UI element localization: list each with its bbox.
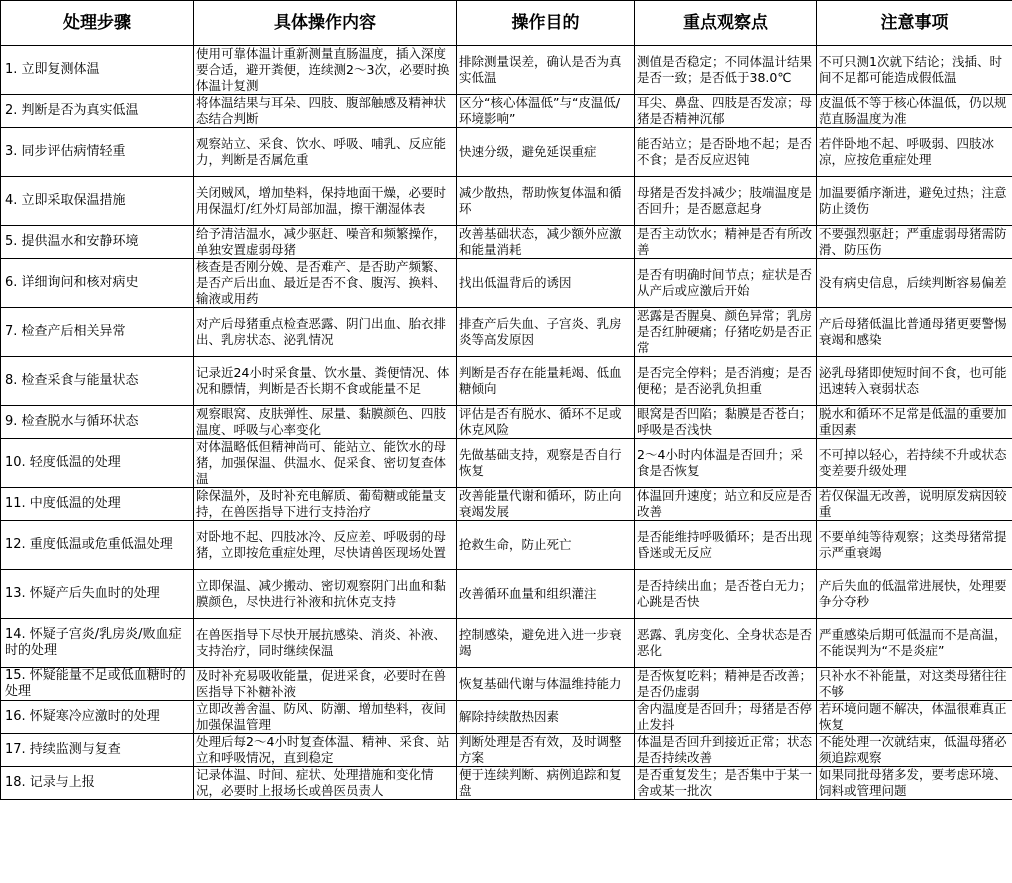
operation-cell: 立即保温、减少搬动、密切观察阴门出血和黏膜颜色，尽快进行补液和抗休克支持 [194, 570, 457, 619]
step-cell: 17. 持续监测与复查 [1, 734, 194, 767]
observation-cell: 体温回升速度；站立和反应是否改善 [635, 488, 817, 521]
operation-cell: 在兽医指导下尽快开展抗感染、消炎、补液、支持治疗，同时继续保温 [194, 619, 457, 668]
purpose-cell: 改善能量代谢和循环，防止向衰竭发展 [457, 488, 635, 521]
notes-cell: 没有病史信息，后续判断容易偏差 [817, 259, 1012, 308]
header-observation: 重点观察点 [635, 1, 817, 46]
operation-cell: 对产后母猪重点检查恶露、阴门出血、胎衣排出、乳房状态、泌乳情况 [194, 308, 457, 357]
observation-cell: 舍内温度是否回升；母猪是否停止发抖 [635, 701, 817, 734]
notes-cell: 产后失血的低温常进展快，处理要争分夺秒 [817, 570, 1012, 619]
step-cell: 11. 中度低温的处理 [1, 488, 194, 521]
table-row [1, 308, 1012, 357]
operation-cell: 核查是否刚分娩、是否难产、是否助产频繁、是否产后出血、最近是否不食、腹泻、换料、输液或用药 [194, 259, 457, 308]
table-row [1, 734, 1012, 767]
purpose-cell: 控制感染，避免进入进一步衰竭 [457, 619, 635, 668]
purpose-cell: 抢救生命，防止死亡 [457, 521, 635, 570]
table-row [1, 488, 1012, 521]
operation-cell: 处理后每2～4小时复查体温、精神、采食、站立和呼吸情况，直到稳定 [194, 734, 457, 767]
operation-cell: 观察站立、采食、饮水、呼吸、哺乳、反应能力，判断是否属危重 [194, 128, 457, 177]
table-row [1, 357, 1012, 406]
notes-cell: 若环境问题不解决，体温很难真正恢复 [817, 701, 1012, 734]
observation-cell: 体温是否回升到接近正常；状态是否持续改善 [635, 734, 817, 767]
purpose-cell: 便于连续判断、病例追踪和复盘 [457, 767, 635, 800]
notes-cell: 脱水和循环不足常是低温的重要加重因素 [817, 406, 1012, 439]
notes-cell: 不要强烈驱赶；严重虚弱母猪需防滑、防压伤 [817, 226, 1012, 259]
table-row [1, 259, 1012, 308]
step-cell: 14. 怀疑子宫炎/乳房炎/败血症时的处理 [1, 619, 194, 668]
table-row [1, 521, 1012, 570]
purpose-cell: 解除持续散热因素 [457, 701, 635, 734]
notes-cell: 只补水不补能量，对这类母猪往往不够 [817, 668, 1012, 701]
header-row [1, 1, 1012, 46]
step-cell: 3. 同步评估病情轻重 [1, 128, 194, 177]
observation-cell: 是否完全停料；是否消瘦；是否便秘；是否泌乳负担重 [635, 357, 817, 406]
notes-cell: 不可只测1次就下结论；浅插、时间不足都可能造成假低温 [817, 46, 1012, 95]
table-row [1, 570, 1012, 619]
header-step: 处理步骤 [1, 1, 194, 46]
operation-cell: 观察眼窝、皮肤弹性、尿量、黏膜颜色、四肢温度、呼吸与心率变化 [194, 406, 457, 439]
operation-cell: 立即改善舍温、防风、防潮、增加垫料，夜间加强保温管理 [194, 701, 457, 734]
notes-cell: 不可掉以轻心，若持续不升或状态变差要升级处理 [817, 439, 1012, 488]
step-cell: 18. 记录与上报 [1, 767, 194, 800]
notes-cell: 若伴卧地不起、呼吸弱、四肢冰凉，应按危重症处理 [817, 128, 1012, 177]
operation-cell: 关闭贼风，增加垫料，保持地面干燥，必要时用保温灯/红外灯局部加温，擦干潮湿体表 [194, 177, 457, 226]
observation-cell: 是否重复发生；是否集中于某一舍或某一批次 [635, 767, 817, 800]
observation-cell: 眼窝是否凹陷；黏膜是否苍白；呼吸是否浅快 [635, 406, 817, 439]
operation-cell: 给予清洁温水，减少驱赶、噪音和频繁操作，单独安置虚弱母猪 [194, 226, 457, 259]
step-cell: 2. 判断是否为真实低温 [1, 95, 194, 128]
operation-cell: 将体温结果与耳朵、四肢、腹部触感及精神状态结合判断 [194, 95, 457, 128]
observation-cell: 是否恢复吃料；精神是否改善；是否仍虚弱 [635, 668, 817, 701]
table-row [1, 619, 1012, 668]
purpose-cell: 找出低温背后的诱因 [457, 259, 635, 308]
observation-cell: 是否有明确时间节点；症状是否从产后或应激后开始 [635, 259, 817, 308]
header-operation: 具体操作内容 [194, 1, 457, 46]
notes-cell: 加温要循序渐进，避免过热；注意防止烫伤 [817, 177, 1012, 226]
step-cell: 16. 怀疑寒冷应激时的处理 [1, 701, 194, 734]
operation-cell: 记录体温、时间、症状、处理措施和变化情况，必要时上报场长或兽医员责人 [194, 767, 457, 800]
table-row [1, 226, 1012, 259]
observation-cell: 是否主动饮水；精神是否有所改善 [635, 226, 817, 259]
notes-cell: 若仅保温无改善，说明原发病因较重 [817, 488, 1012, 521]
observation-cell: 是否持续出血；是否苍白无力；心跳是否快 [635, 570, 817, 619]
purpose-cell: 区分“核心体温低”与“皮温低/环境影响” [457, 95, 635, 128]
step-cell: 7. 检查产后相关异常 [1, 308, 194, 357]
notes-cell: 不能处理一次就结束，低温母猪必须追踪观察 [817, 734, 1012, 767]
observation-cell: 能否站立；是否卧地不起；是否不食；是否反应迟钝 [635, 128, 817, 177]
observation-cell: 耳尖、鼻盘、四肢是否发凉；母猪是否精神沉郁 [635, 95, 817, 128]
operation-cell: 对体温略低但精神尚可、能站立、能饮水的母猪，加强保温、供温水、促采食、密切复查体温 [194, 439, 457, 488]
operation-cell: 及时补充易吸收能量，促进采食，必要时在兽医指导下补糖补液 [194, 668, 457, 701]
step-cell: 9. 检查脱水与循环状态 [1, 406, 194, 439]
observation-cell: 恶露是否腥臭、颜色异常；乳房是否红肿硬痛；仔猪吃奶是否正常 [635, 308, 817, 357]
purpose-cell: 改善循环血量和组织灌注 [457, 570, 635, 619]
notes-cell: 泌乳母猪即使短时间不食，也可能迅速转入衰弱状态 [817, 357, 1012, 406]
header-purpose: 操作目的 [457, 1, 635, 46]
step-cell: 12. 重度低温或危重低温处理 [1, 521, 194, 570]
table-row [1, 668, 1012, 701]
table-row [1, 406, 1012, 439]
observation-cell: 2～4小时内体温是否回升；采食是否恢复 [635, 439, 817, 488]
step-cell: 6. 详细询问和核对病史 [1, 259, 194, 308]
purpose-cell: 判断是否存在能量耗竭、低血糖倾向 [457, 357, 635, 406]
header-notes: 注意事项 [817, 1, 1012, 46]
observation-cell: 母猪是否发抖减少；肢端温度是否回升；是否愿意起身 [635, 177, 817, 226]
purpose-cell: 减少散热，帮助恢复体温和循环 [457, 177, 635, 226]
notes-cell: 不要单纯等待观察；这类母猪常提示严重衰竭 [817, 521, 1012, 570]
notes-cell: 产后母猪低温比普通母猪更要警惕衰竭和感染 [817, 308, 1012, 357]
table-row [1, 701, 1012, 734]
operation-cell: 记录近24小时采食量、饮水量、粪便情况、体况和膘情，判断是否长期不食或能量不足 [194, 357, 457, 406]
purpose-cell: 评估是否有脱水、循环不足或休克风险 [457, 406, 635, 439]
notes-cell: 如果同批母猪多发，要考虑环境、饲料或管理问题 [817, 767, 1012, 800]
purpose-cell: 排除测量误差，确认是否为真实低温 [457, 46, 635, 95]
operation-cell: 对卧地不起、四肢冰冷、反应差、呼吸弱的母猪，立即按危重症处理，尽快请兽医现场处置 [194, 521, 457, 570]
observation-cell: 是否能维持呼吸循环；是否出现昏迷或无反应 [635, 521, 817, 570]
step-cell: 10. 轻度低温的处理 [1, 439, 194, 488]
step-cell: 1. 立即复测体温 [1, 46, 194, 95]
purpose-cell: 改善基础状态，减少额外应激和能量消耗 [457, 226, 635, 259]
step-cell: 4. 立即采取保温措施 [1, 177, 194, 226]
purpose-cell: 判断处理是否有效，及时调整方案 [457, 734, 635, 767]
notes-cell: 皮温低不等于核心体温低，仍以规范直肠温度为准 [817, 95, 1012, 128]
table-row [1, 95, 1012, 128]
operation-cell: 使用可靠体温计重新测量直肠温度，插入深度要合适，避开粪便，连续测2～3次，必要时换体温计复测 [194, 46, 457, 95]
observation-cell: 测值是否稳定；不同体温计结果是否一致；是否低于38.0℃ [635, 46, 817, 95]
table-row [1, 767, 1012, 800]
purpose-cell: 快速分级，避免延误重症 [457, 128, 635, 177]
step-cell: 15. 怀疑能量不足或低血糖时的处理 [1, 668, 194, 701]
notes-cell: 严重感染后期可低温而不是高温，不能误判为“不是炎症” [817, 619, 1012, 668]
step-cell: 8. 检查采食与能量状态 [1, 357, 194, 406]
step-cell: 5. 提供温水和安静环境 [1, 226, 194, 259]
purpose-cell: 先做基础支持，观察是否自行恢复 [457, 439, 635, 488]
table-row [1, 439, 1012, 488]
purpose-cell: 恢复基础代谢与体温维持能力 [457, 668, 635, 701]
table-row [1, 128, 1012, 177]
operation-cell: 除保温外，及时补充电解质、葡萄糖或能量支持，在兽医指导下进行支持治疗 [194, 488, 457, 521]
purpose-cell: 排查产后失血、子宫炎、乳房炎等高发原因 [457, 308, 635, 357]
step-cell: 13. 怀疑产后失血时的处理 [1, 570, 194, 619]
table-row [1, 177, 1012, 226]
table-row [1, 46, 1012, 95]
observation-cell: 恶露、乳房变化、全身状态是否恶化 [635, 619, 817, 668]
